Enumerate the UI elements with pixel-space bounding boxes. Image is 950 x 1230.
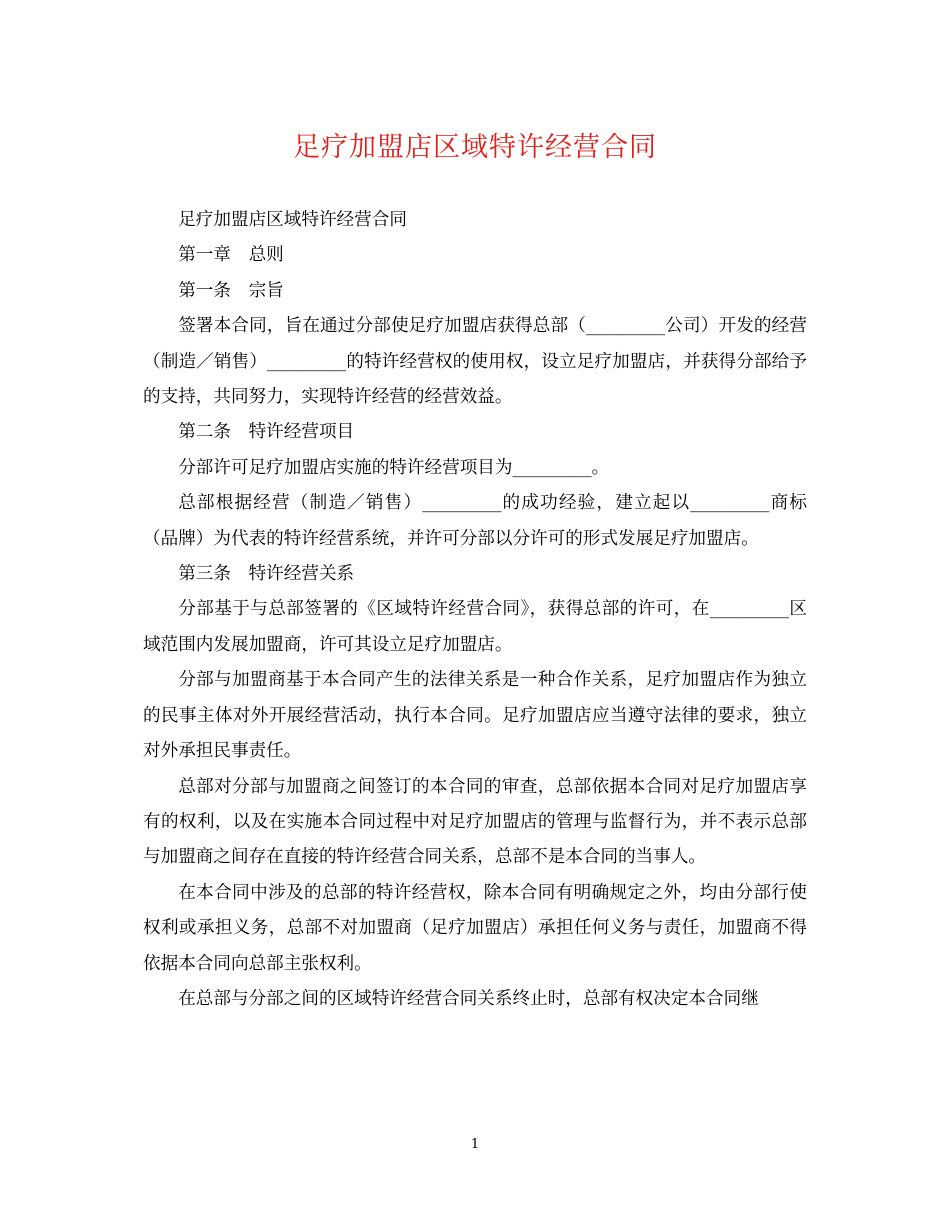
article-heading: 第一条 宗旨 bbox=[178, 280, 284, 301]
chapter-heading: 第一章 总则 bbox=[178, 245, 284, 266]
paragraph: 分部与加盟商基于本合同产生的法律关系是一种合作关系，足疗加盟店作为独立的民事主体对外开展经营活动，执行本合同。足疗加盟店应当遵守法律的要求，独立对外承担民事责任。 bbox=[143, 670, 807, 762]
paragraph-heading: 足疗加盟店区域特许经营合同 bbox=[178, 210, 407, 230]
paragraph: 总部根据经营（制造／销售）_________的成功经验，建立起以_________商标（品牌）为代表的特许经营系统，并许可分部以分许可的形式发展足疗加盟店。 bbox=[143, 493, 807, 549]
page-number: 1 bbox=[470, 1137, 480, 1152]
document-body bbox=[143, 203, 807, 1017]
article-heading: 第二条 特许经营项目 bbox=[178, 422, 355, 443]
paragraph: 在本合同中涉及的总部的特许经营权，除本合同有明确规定之外，均由分部行使权利或承担义务，总部不对加盟商（足疗加盟店）承担任何义务与责任，加盟商不得依据本合同向总部主张权利。 bbox=[143, 882, 807, 974]
document-title: 足疗加盟店区域特许经营合同 bbox=[293, 132, 657, 163]
paragraph: 签署本合同，旨在通过分部使足疗加盟店获得总部（_________公司）开发的经营（制造／销售）_________的特许经营权的使用权，设立足疗加盟店，并获得分部给予的支持，共同努力，实现特许经营的经营效益。 bbox=[143, 316, 807, 408]
paragraph: 分部许可足疗加盟店实施的特许经营项目为_________。 bbox=[178, 457, 610, 478]
paragraph: 分部基于与总部签署的《区域特许经营合同》，获得总部的许可，在_________区域范围内发展加盟商，许可其设立足疗加盟店。 bbox=[143, 599, 807, 655]
article-heading: 第三条 特许经营关系 bbox=[178, 564, 355, 585]
paragraph: 总部对分部与加盟商之间签订的本合同的审查，总部依据本合同对足疗加盟店享有的权利，以及在实施本合同过程中对足疗加盟店的管理与监督行为，并不表示总部与加盟商之间存在直接的特许经营合同关系，总部不是本合同的当事人。 bbox=[143, 776, 807, 868]
paragraph: 在总部与分部之间的区域特许经营合同关系终止时，总部有权决定本合同继 bbox=[178, 988, 759, 1009]
